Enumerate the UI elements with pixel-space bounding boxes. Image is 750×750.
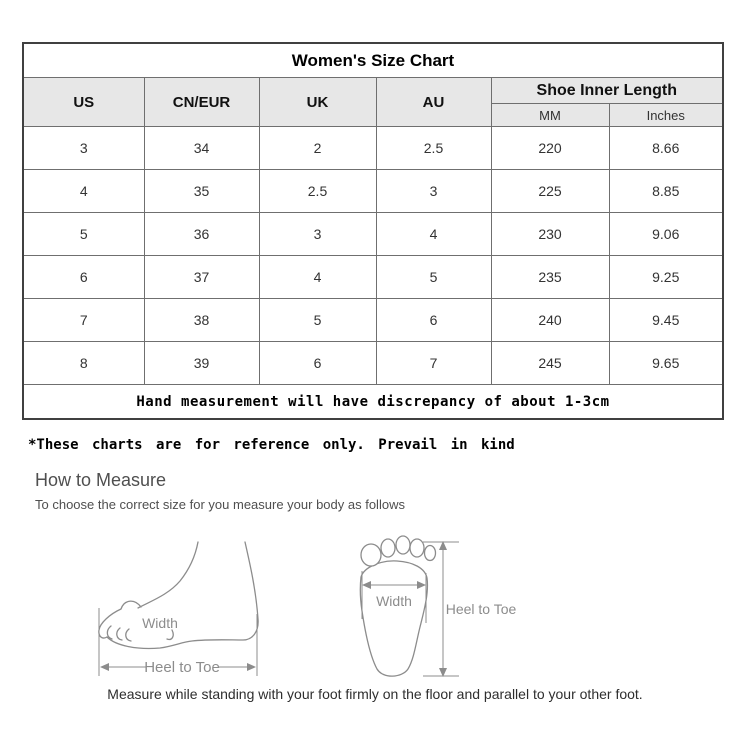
size-cell: 4: [376, 213, 491, 256]
how-to-measure-subtitle: To choose the correct size for you measure your body as follows: [35, 497, 405, 512]
size-cell: 35: [144, 170, 259, 213]
size-cell: 2.5: [259, 170, 376, 213]
size-cell: 240: [491, 299, 609, 342]
size-cell: 39: [144, 342, 259, 385]
col-header-inches: Inches: [609, 104, 723, 127]
col-header-mm: MM: [491, 104, 609, 127]
top-width-label: Width: [376, 593, 412, 609]
size-cell: 6: [23, 256, 144, 299]
size-chart-table: [22, 42, 724, 420]
table-row: [23, 170, 723, 213]
column-header-row: [23, 78, 723, 104]
size-cell: 7: [23, 299, 144, 342]
size-cell: 36: [144, 213, 259, 256]
measure-caption: Measure while standing with your foot firmly on the floor and parallel to your other foot.: [107, 686, 643, 702]
footer-row: [23, 385, 723, 420]
size-cell: 8.85: [609, 170, 723, 213]
table-row: [23, 213, 723, 256]
size-cell: 2: [259, 127, 376, 170]
foot-top-view-diagram: [353, 527, 523, 685]
size-table-body: [23, 127, 723, 385]
size-cell: 37: [144, 256, 259, 299]
size-cell: 6: [259, 342, 376, 385]
col-header-cn-eur: CN/EUR: [144, 78, 259, 127]
col-header-au: AU: [376, 78, 491, 127]
size-cell: 245: [491, 342, 609, 385]
size-cell: 38: [144, 299, 259, 342]
how-to-measure-heading: How to Measure: [35, 470, 167, 490]
col-header-shoe-inner-length: Shoe Inner Length: [491, 78, 723, 104]
size-cell: 8: [23, 342, 144, 385]
size-cell: 230: [491, 213, 609, 256]
size-cell: 6: [376, 299, 491, 342]
foot-side-view-diagram: [94, 540, 262, 680]
measurement-disclaimer: Hand measurement will have discrepancy of about 1-3cm: [23, 385, 723, 420]
side-width-label: Width: [142, 615, 178, 631]
size-cell: 3: [259, 213, 376, 256]
table-row: [23, 299, 723, 342]
size-cell: 9.06: [609, 213, 723, 256]
size-cell: 7: [376, 342, 491, 385]
table-row: [23, 256, 723, 299]
size-cell: 235: [491, 256, 609, 299]
size-chart-title: Women's Size Chart: [23, 43, 723, 78]
size-cell: 9.45: [609, 299, 723, 342]
size-cell: 220: [491, 127, 609, 170]
reference-note: *These charts are for reference only. Prevail in kind: [28, 437, 515, 453]
size-cell: 5: [23, 213, 144, 256]
size-cell: 34: [144, 127, 259, 170]
size-cell: 4: [23, 170, 144, 213]
size-cell: 9.65: [609, 342, 723, 385]
size-cell: 225: [491, 170, 609, 213]
top-heel-to-toe-label: Heel to Toe: [445, 601, 517, 617]
title-row: [23, 43, 723, 78]
size-cell: 5: [376, 256, 491, 299]
size-cell: 3: [23, 127, 144, 170]
side-heel-to-toe-label: Heel to Toe: [144, 659, 220, 676]
foot-side-outline: [99, 542, 258, 649]
col-header-us: US: [23, 78, 144, 127]
size-cell: 3: [376, 170, 491, 213]
size-cell: 4: [259, 256, 376, 299]
col-header-uk: UK: [259, 78, 376, 127]
size-cell: 5: [259, 299, 376, 342]
table-row: [23, 342, 723, 385]
table-row: [23, 127, 723, 170]
size-cell: 8.66: [609, 127, 723, 170]
size-cell: 2.5: [376, 127, 491, 170]
size-cell: 9.25: [609, 256, 723, 299]
